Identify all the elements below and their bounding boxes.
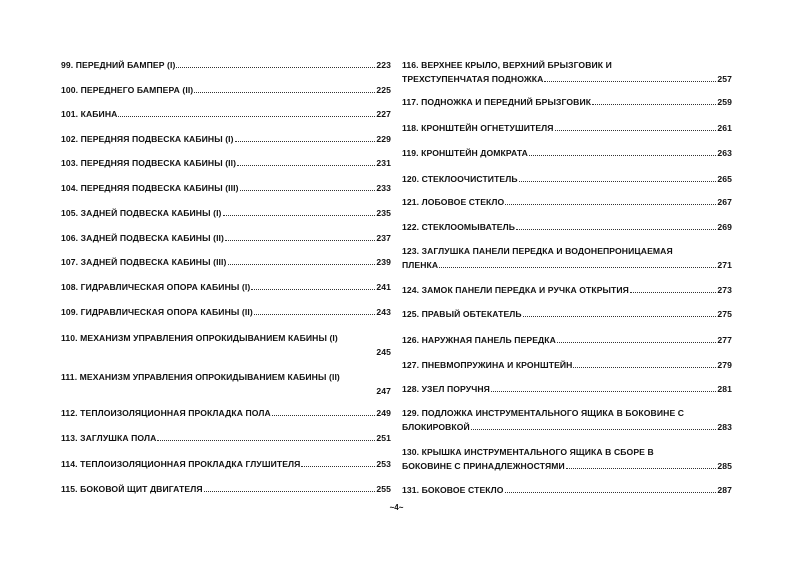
toc-entry[interactable]: 99. ПЕРЕДНИЙ БАМПЕР (I) 223 bbox=[61, 60, 391, 70]
toc-entry[interactable]: 102. ПЕРЕДНЯЯ ПОДВЕСКА КАБИНЫ (I) 229 bbox=[61, 134, 391, 144]
toc-entry[interactable]: 104. ПЕРЕДНЯЯ ПОДВЕСКА КАБИНЫ (III) 233 bbox=[61, 183, 391, 193]
toc-entry[interactable]: 125. ПРАВЫЙ ОБТЕКАТЕЛЬ 275 bbox=[402, 309, 732, 319]
toc-entry[interactable]: 123. ЗАГЛУШКА ПАНЕЛИ ПЕРЕДКА И ВОДОНЕПРОНИЦАЕМАЯ ПЛЕНКА 271 bbox=[402, 246, 732, 270]
toc-entry[interactable]: 103. ПЕРЕДНЯЯ ПОДВЕСКА КАБИНЫ (II) 231 bbox=[61, 158, 391, 168]
toc-entry[interactable]: 121. ЛОБОВОЕ СТЕКЛО 267 bbox=[402, 197, 732, 207]
toc-entry[interactable]: 131. БОКОВОЕ СТЕКЛО 287 bbox=[402, 485, 732, 495]
toc-entry[interactable]: 110. МЕХАНИЗМ УПРАВЛЕНИЯ ОПРОКИДЫВАНИЕМ КАБИНЫ (I) 245 bbox=[61, 333, 391, 357]
toc-entry[interactable]: 122. СТЕКЛООМЫВАТЕЛЬ 269 bbox=[402, 222, 732, 232]
toc-entry[interactable]: 124. ЗАМОК ПАНЕЛИ ПЕРЕДКА И РУЧКА ОТКРЫТИЯ 273 bbox=[402, 285, 732, 295]
toc-entry[interactable]: 129. ПОДЛОЖКА ИНСТРУМЕНТАЛЬНОГО ЯЩИКА В БОКОВИНЕ С БЛОКИРОВКОЙ 283 bbox=[402, 408, 732, 432]
toc-entry[interactable]: 100. ПЕРЕДНЕГО БАМПЕРА (II) 225 bbox=[61, 85, 391, 95]
toc-entry[interactable]: 117. ПОДНОЖКА И ПЕРЕДНИЙ БРЫЗГОВИК 259 bbox=[402, 97, 732, 107]
toc-entry[interactable]: 108. ГИДРАВЛИЧЕСКАЯ ОПОРА КАБИНЫ (I) 241 bbox=[61, 282, 391, 292]
toc-entry[interactable]: 112. ТЕПЛОИЗОЛЯЦИОННАЯ ПРОКЛАДКА ПОЛА 249 bbox=[61, 408, 391, 418]
toc-entry[interactable]: 120. СТЕКЛООЧИСТИТЕЛЬ 265 bbox=[402, 174, 732, 184]
toc-entry[interactable]: 109. ГИДРАВЛИЧЕСКАЯ ОПОРА КАБИНЫ (II) 243 bbox=[61, 307, 391, 317]
toc-entry[interactable]: 127. ПНЕВМОПРУЖИНА И КРОНШТЕЙН 279 bbox=[402, 360, 732, 370]
toc-entry[interactable]: 118. КРОНШТЕЙН ОГНЕТУШИТЕЛЯ 261 bbox=[402, 123, 732, 133]
page-number-footer: ~4~ bbox=[389, 503, 404, 512]
toc-entry[interactable]: 130. КРЫШКА ИНСТРУМЕНТАЛЬНОГО ЯЩИКА В СБОРЕ В БОКОВИНЕ С ПРИНАДЛЕЖНОСТЯМИ 285 bbox=[402, 447, 732, 471]
toc-entry[interactable]: 111. МЕХАНИЗМ УПРАВЛЕНИЯ ОПРОКИДЫВАНИЕМ КАБИНЫ (II) 247 bbox=[61, 372, 391, 396]
toc-entry[interactable]: 107. ЗАДНЕЙ ПОДВЕСКА КАБИНЫ (III) 239 bbox=[61, 257, 391, 267]
toc-entry[interactable]: 113. ЗАГЛУШКА ПОЛА 251 bbox=[61, 433, 391, 443]
toc-entry[interactable]: 114. ТЕПЛОИЗОЛЯЦИОННАЯ ПРОКЛАДКА ГЛУШИТЕЛЯ 253 bbox=[61, 459, 391, 469]
toc-entry[interactable]: 106. ЗАДНЕЙ ПОДВЕСКА КАБИНЫ (II) 237 bbox=[61, 233, 391, 243]
toc-entry[interactable]: 115. БОКОВОЙ ЩИТ ДВИГАТЕЛЯ 255 bbox=[61, 484, 391, 494]
toc-entry[interactable]: 116. ВЕРХНЕЕ КРЫЛО, ВЕРХНИЙ БРЫЗГОВИК И ТРЕХСТУПЕНЧАТАЯ ПОДНОЖКА 257 bbox=[402, 60, 732, 84]
toc-entry[interactable]: 101. КАБИНА 227 bbox=[61, 109, 391, 119]
toc-entry[interactable]: 119. КРОНШТЕЙН ДОМКРАТА 263 bbox=[402, 148, 732, 158]
toc-entry[interactable]: 126. НАРУЖНАЯ ПАНЕЛЬ ПЕРЕДКА 277 bbox=[402, 335, 732, 345]
toc-entry[interactable]: 105. ЗАДНЕЙ ПОДВЕСКА КАБИНЫ (I) 235 bbox=[61, 208, 391, 218]
toc-entry[interactable]: 128. УЗЕЛ ПОРУЧНЯ 281 bbox=[402, 384, 732, 394]
